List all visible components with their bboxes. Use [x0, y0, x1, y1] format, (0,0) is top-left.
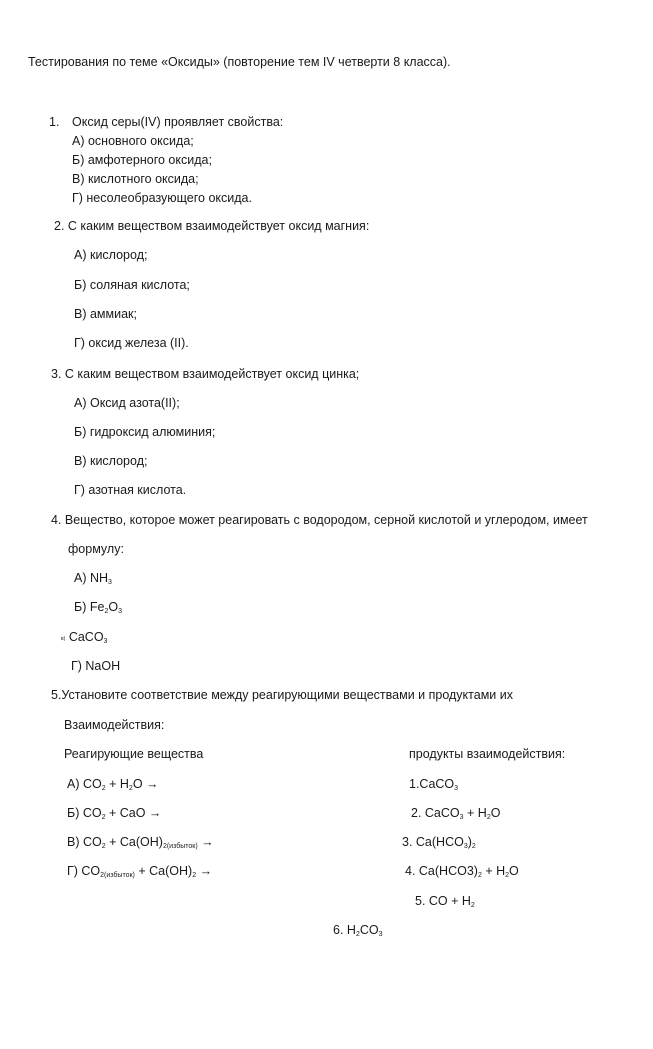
q2-option-a: А) кислород; — [74, 248, 148, 262]
q2-option-d: Г) оксид железа (II). — [74, 336, 189, 350]
q5-text-continued: Взаимодействия: — [64, 718, 165, 732]
reactant-d: Г) $CO_{2(избыток)} + Ca(OH)_2$ → — [67, 864, 213, 879]
q1-number: 1. — [49, 115, 60, 129]
q3-option-d: Г) азотная кислота. — [74, 483, 187, 497]
q4-option-d: Г) NaOH — [71, 659, 121, 673]
q3-text: 3. С каким веществом взаимодействует оксид цинка; — [51, 367, 360, 381]
product-2: 2. CaCO$_3$ + $H_2O$ — [411, 806, 501, 821]
q3-option-b: Б) гидроксид алюминия; — [74, 425, 216, 439]
product-4: 4. $Ca(HCO3)_2 + H_2O$ — [405, 864, 519, 879]
reactants-header: Реагирующие вещества — [64, 747, 204, 761]
q4-text-continued: формулу: — [68, 542, 124, 556]
q2-option-b: Б) соляная кислота; — [74, 278, 190, 292]
q3-option-a: А) Оксид азота(II); — [74, 396, 180, 410]
product-5: 5. CO + $H_2$ — [415, 894, 475, 909]
reactant-c: В) $CO_2 + Ca(OH)_{2(избыток)}$ → — [67, 835, 214, 850]
q1-text: Оксид серы(IV) проявляет свойства: — [72, 115, 284, 129]
q3-option-c: В) кислород; — [74, 454, 148, 468]
products-header: продукты взаимодействия: — [409, 747, 566, 761]
q5-text: 5.Установите соответствие между реагирующими веществами и продуктами их — [51, 688, 513, 702]
reactant-b: Б) $CO_2$ + CaO → — [67, 806, 162, 821]
q4-text: 4. Вещество, которое может реагировать с водородом, серной кислотой и углеродом, имеет — [51, 513, 588, 527]
q2-option-c: В) аммиак; — [74, 307, 137, 321]
q2-text: 2. С каким веществом взаимодействует оксид магния: — [54, 219, 370, 233]
q1-option-c: В) кислотного оксида; — [72, 172, 199, 186]
product-6: 6. $H_2CO_3$ — [333, 923, 383, 938]
q1-option-d: Г) несолеобразующего оксида. — [72, 191, 252, 205]
reactant-a: А) $CO_2 + H_2O$ → — [67, 777, 159, 792]
q4-option-b: Б) $Fe_2O_3$ — [74, 600, 122, 615]
q4-option-c: в) CaCO$_3$ — [61, 630, 108, 645]
q1-option-b: Б) амфотерного оксида; — [72, 153, 212, 167]
product-3: 3. $Ca(HCO_3)_2$ — [402, 835, 476, 850]
q1-option-a: А) основного оксида; — [72, 134, 194, 148]
page-title: Тестирования по теме «Оксиды» (повторение тем IV четверти 8 класса). — [28, 55, 451, 69]
product-1: 1.CaCO$_3$ — [409, 777, 459, 792]
q4-option-a: А) $NH_3$ — [74, 571, 112, 586]
